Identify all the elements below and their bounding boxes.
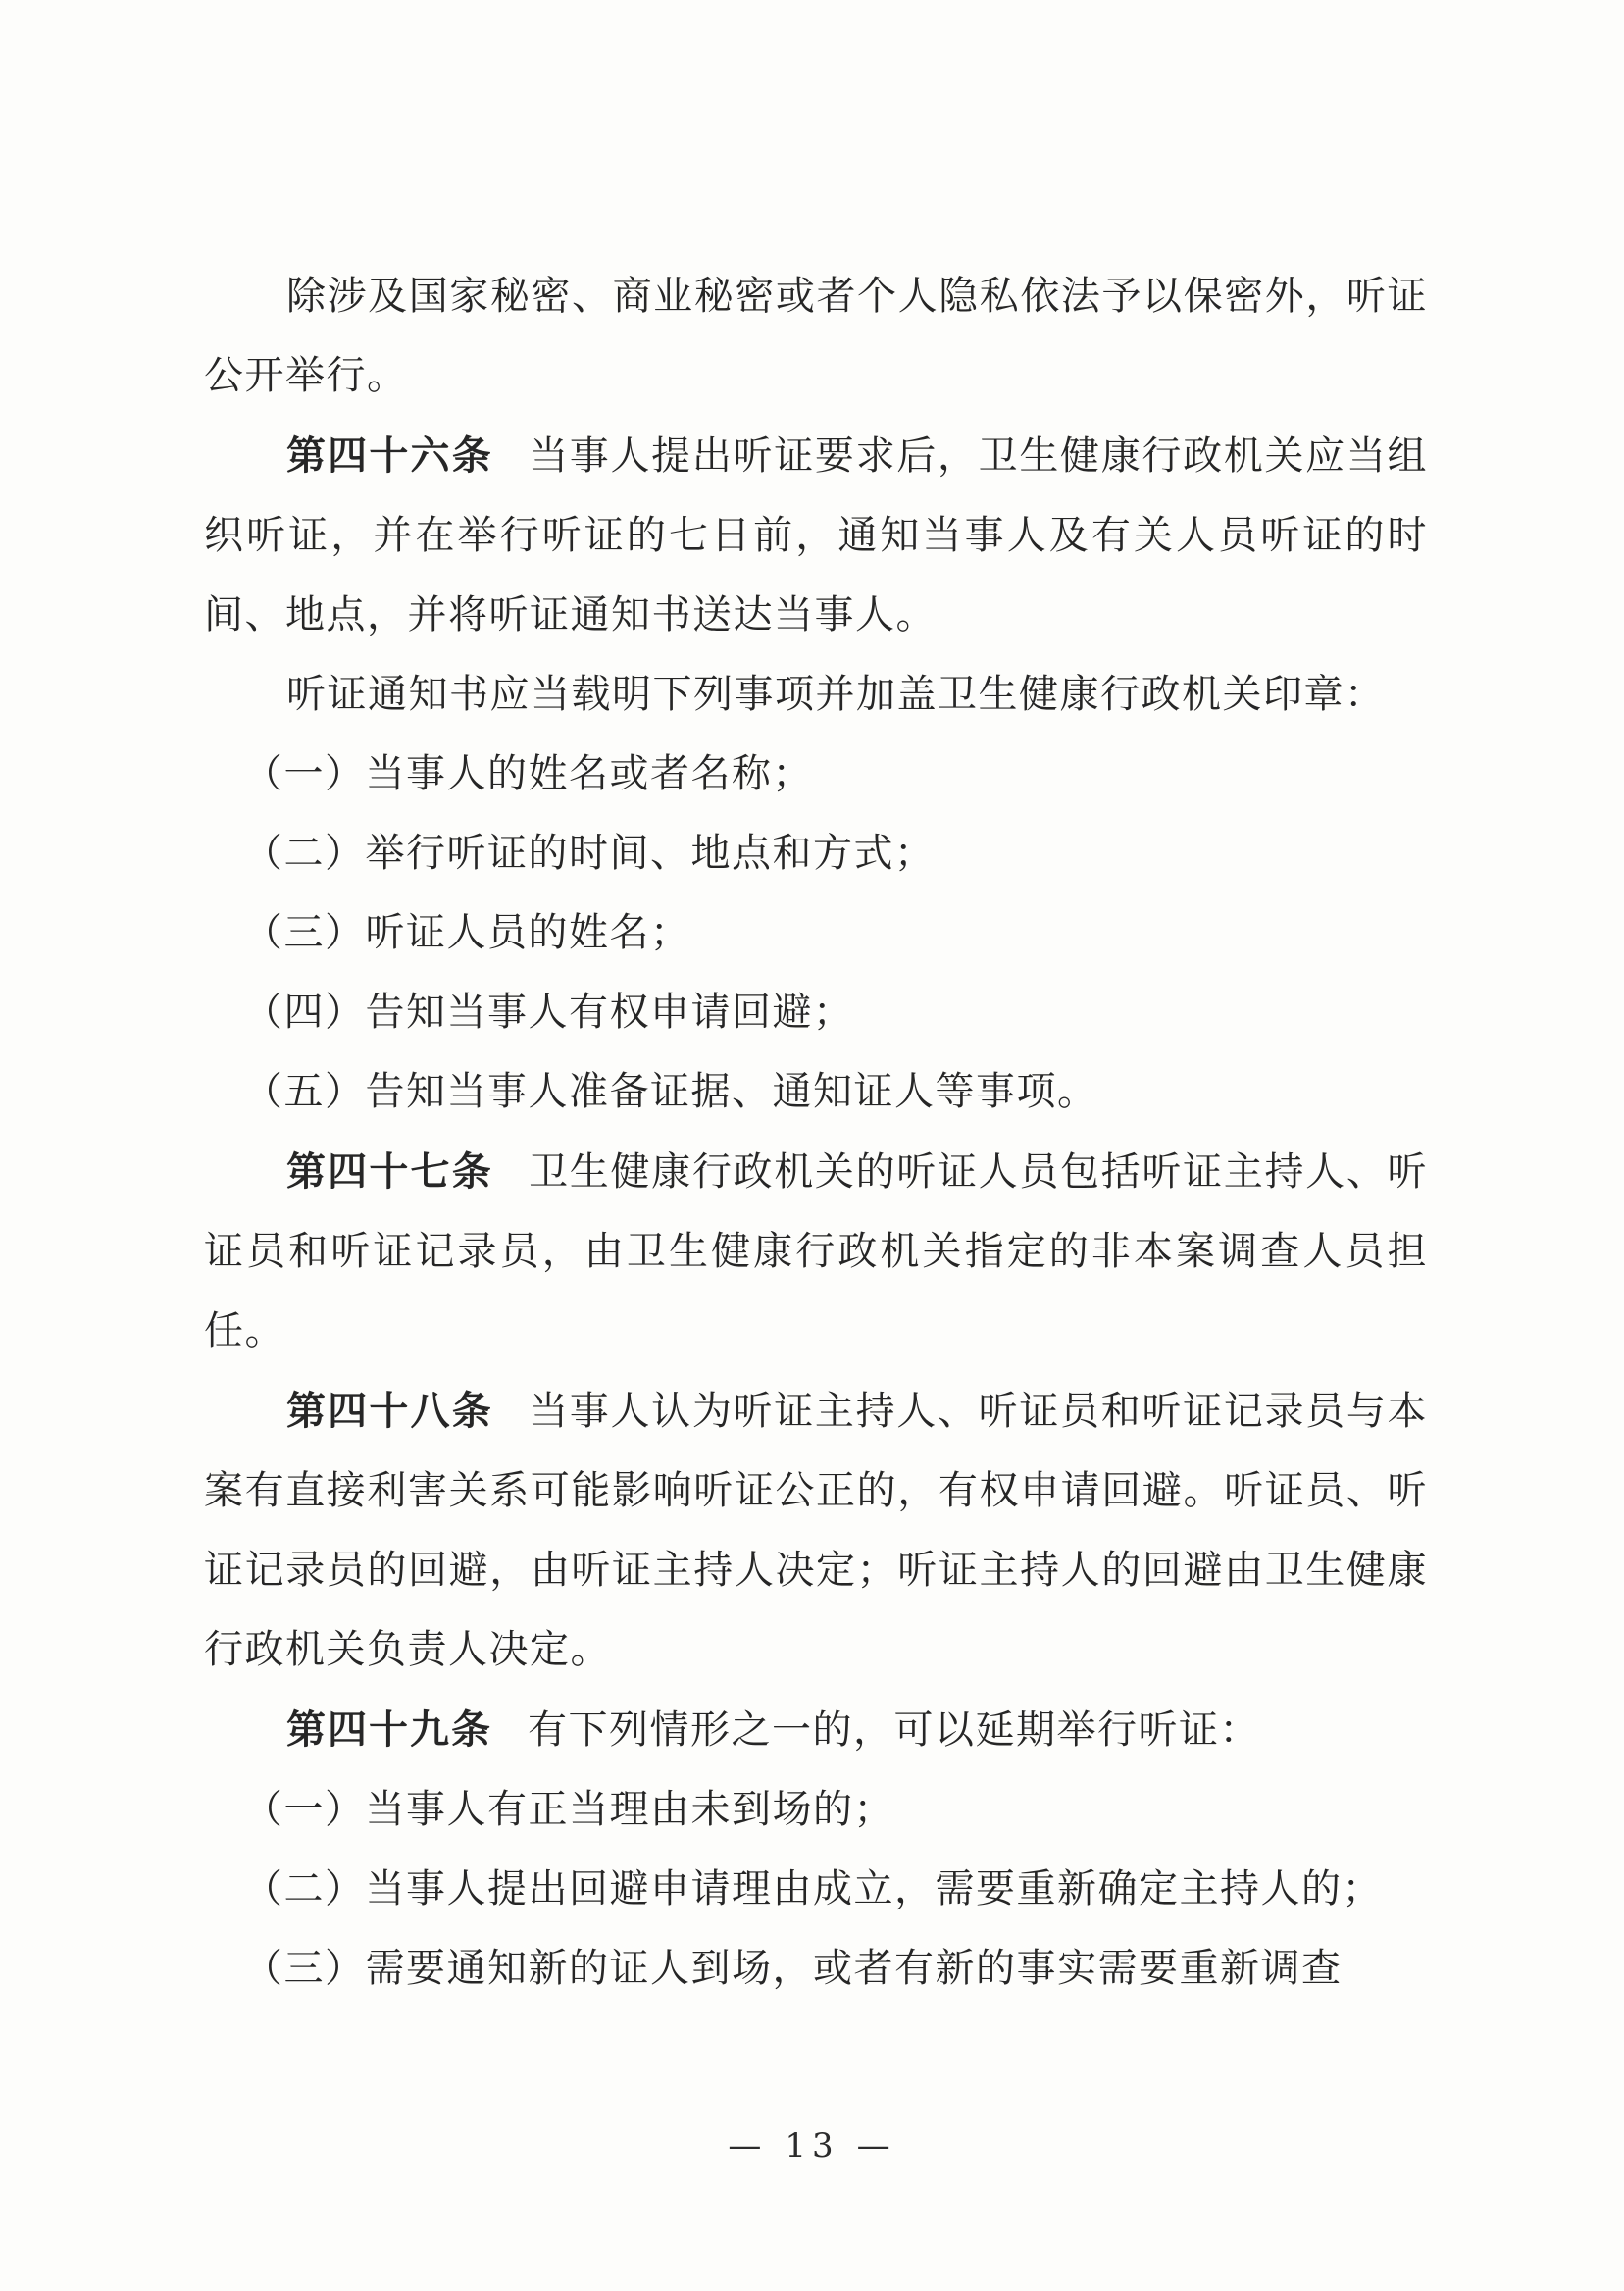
page-number: 13 (785, 2126, 839, 2165)
paragraph-confidential (204, 257, 1428, 416)
paragraph-text: 除涉及国家秘密、商业秘密或者个人隐私依法予以保密外，听证公开举行。 (204, 274, 1428, 398)
list-item-text: （五）告知当事人准备证据、通知证人等事项。 (243, 1069, 1098, 1114)
list-item-text: （一）当事人的姓名或者名称； (243, 751, 813, 796)
list-item-46-5 (204, 1052, 1428, 1132)
article-label: 第四十六条 (286, 433, 493, 479)
list-item-text: （三）听证人员的姓名； (243, 910, 691, 955)
list-item-49-1 (204, 1770, 1428, 1850)
article-text: 当事人提出听证要求后，卫生健康行政机关应当组织听证，并在举行听证的七日前，通知当事人及有关人员听证的时间、地点，并将听证通知书送达当事人。 (204, 433, 1429, 637)
list-item-text: （一）当事人有正当理由未到场的； (243, 1787, 894, 1832)
paragraph-notice-intro (204, 655, 1428, 735)
document-body (204, 257, 1428, 2009)
footer-dash-right: — (856, 2126, 896, 2165)
list-item-46-1 (204, 735, 1428, 814)
footer-dash-left: — (728, 2126, 768, 2165)
list-item-46-2 (204, 814, 1428, 893)
article-46 (204, 416, 1428, 655)
page-footer (0, 2126, 1624, 2165)
article-text: 有下列情形之一的，可以延期举行听证： (528, 1707, 1260, 1753)
article-text: 卫生健康行政机关的听证人员包括听证主持人、听证员和听证记录员，由卫生健康行政机关指定的非本案调查人员担任。 (204, 1149, 1429, 1353)
list-item-46-4 (204, 973, 1428, 1052)
article-label: 第四十九条 (286, 1706, 492, 1753)
list-item-text: （三）需要通知新的证人到场，或者有新的事实需要重新调查 (243, 1946, 1343, 1991)
article-49 (204, 1690, 1428, 1770)
list-item-text: （四）告知当事人有权申请回避； (243, 990, 854, 1035)
list-item-text: （二）当事人提出回避申请理由成立，需要重新确定主持人的； (243, 1866, 1383, 1911)
article-text: 当事人认为听证主持人、听证员和听证记录员与本案有直接利害关系可能影响听证公正的，有权申请回避。听证员、听证记录员的回避，由听证主持人决定；听证主持人的回避由卫生健康行政机关负责人决定。 (204, 1389, 1429, 1672)
list-item-49-3 (204, 1929, 1428, 2009)
article-48 (204, 1371, 1428, 1690)
article-47 (204, 1132, 1428, 1371)
list-item-46-3 (204, 893, 1428, 973)
list-item-49-2 (204, 1850, 1428, 1929)
article-label: 第四十七条 (286, 1148, 493, 1195)
article-label: 第四十八条 (286, 1388, 493, 1434)
list-item-text: （二）举行听证的时间、地点和方式； (243, 831, 936, 876)
paragraph-text: 听证通知书应当载明下列事项并加盖卫生健康行政机关印章： (286, 672, 1386, 717)
